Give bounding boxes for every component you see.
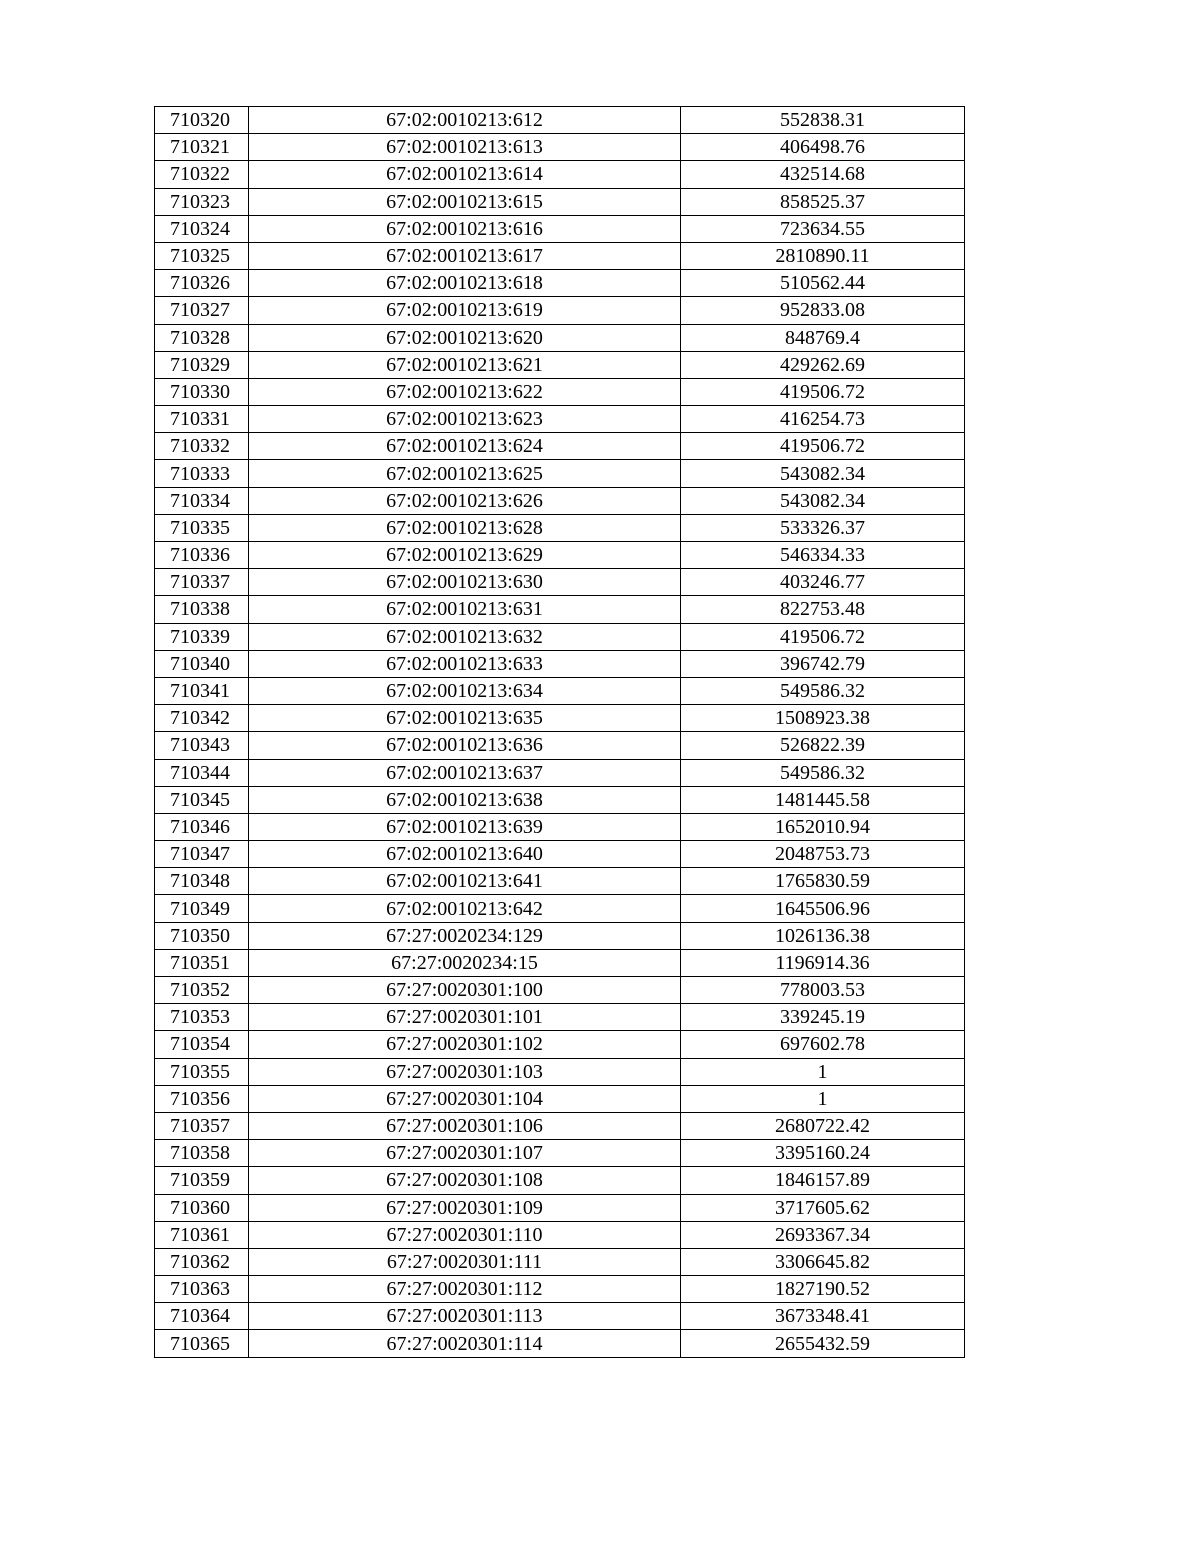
table-row: [155, 1004, 965, 1031]
table-row: [155, 188, 965, 215]
cadastral-number-cell: 67:27:0020301:109: [249, 1194, 681, 1221]
table-row: [155, 569, 965, 596]
row-number-cell: 710358: [155, 1140, 249, 1167]
table-row: [155, 1085, 965, 1112]
row-number-cell: 710344: [155, 759, 249, 786]
table-row: [155, 406, 965, 433]
value-cell: 419506.72: [681, 378, 965, 405]
value-cell: 1: [681, 1085, 965, 1112]
table-row: [155, 378, 965, 405]
row-number-cell: 710331: [155, 406, 249, 433]
cadastral-number-cell: 67:02:0010213:626: [249, 487, 681, 514]
table-row: [155, 242, 965, 269]
cadastral-number-cell: 67:02:0010213:635: [249, 705, 681, 732]
value-cell: 2048753.73: [681, 841, 965, 868]
value-cell: 697602.78: [681, 1031, 965, 1058]
cadastral-number-cell: 67:02:0010213:620: [249, 324, 681, 351]
cadastral-number-cell: 67:02:0010213:615: [249, 188, 681, 215]
table-row: [155, 677, 965, 704]
row-number-cell: 710335: [155, 514, 249, 541]
row-number-cell: 710343: [155, 732, 249, 759]
row-number-cell: 710334: [155, 487, 249, 514]
row-number-cell: 710348: [155, 868, 249, 895]
row-number-cell: 710359: [155, 1167, 249, 1194]
row-number-cell: 710330: [155, 378, 249, 405]
cadastral-number-cell: 67:02:0010213:614: [249, 161, 681, 188]
cadastral-number-cell: 67:02:0010213:634: [249, 677, 681, 704]
table-row: [155, 1330, 965, 1357]
value-cell: 2655432.59: [681, 1330, 965, 1357]
row-number-cell: 710364: [155, 1303, 249, 1330]
cadastral-number-cell: 67:02:0010213:621: [249, 351, 681, 378]
row-number-cell: 710325: [155, 242, 249, 269]
cadastral-number-cell: 67:02:0010213:619: [249, 297, 681, 324]
cadastral-number-cell: 67:02:0010213:624: [249, 433, 681, 460]
table-row: [155, 1058, 965, 1085]
table-row: [155, 813, 965, 840]
value-cell: 403246.77: [681, 569, 965, 596]
row-number-cell: 710339: [155, 623, 249, 650]
value-cell: 1645506.96: [681, 895, 965, 922]
row-number-cell: 710340: [155, 650, 249, 677]
value-cell: 416254.73: [681, 406, 965, 433]
table-row: [155, 732, 965, 759]
table-row: [155, 841, 965, 868]
value-cell: 822753.48: [681, 596, 965, 623]
cadastral-number-cell: 67:27:0020234:15: [249, 949, 681, 976]
cadastral-number-cell: 67:02:0010213:632: [249, 623, 681, 650]
row-number-cell: 710355: [155, 1058, 249, 1085]
row-number-cell: 710321: [155, 134, 249, 161]
table-row: [155, 542, 965, 569]
table-row: [155, 977, 965, 1004]
cadastral-number-cell: 67:27:0020234:129: [249, 922, 681, 949]
row-number-cell: 710326: [155, 270, 249, 297]
value-cell: 858525.37: [681, 188, 965, 215]
row-number-cell: 710347: [155, 841, 249, 868]
cadastral-number-cell: 67:02:0010213:639: [249, 813, 681, 840]
cadastral-number-cell: 67:27:0020301:108: [249, 1167, 681, 1194]
row-number-cell: 710362: [155, 1248, 249, 1275]
value-cell: 546334.33: [681, 542, 965, 569]
cadastral-number-cell: 67:02:0010213:631: [249, 596, 681, 623]
cadastral-number-cell: 67:02:0010213:613: [249, 134, 681, 161]
table-row: [155, 596, 965, 623]
cadastral-number-cell: 67:02:0010213:625: [249, 460, 681, 487]
value-cell: 432514.68: [681, 161, 965, 188]
table-row: [155, 215, 965, 242]
value-cell: 1765830.59: [681, 868, 965, 895]
table-row: [155, 1248, 965, 1275]
value-cell: 543082.34: [681, 487, 965, 514]
table-row: [155, 107, 965, 134]
row-number-cell: 710323: [155, 188, 249, 215]
row-number-cell: 710349: [155, 895, 249, 922]
cadastral-number-cell: 67:27:0020301:113: [249, 1303, 681, 1330]
table-row: [155, 623, 965, 650]
table-row: [155, 922, 965, 949]
row-number-cell: 710341: [155, 677, 249, 704]
value-cell: 1827190.52: [681, 1276, 965, 1303]
cadastral-number-cell: 67:02:0010213:623: [249, 406, 681, 433]
value-cell: 1846157.89: [681, 1167, 965, 1194]
table-row: [155, 650, 965, 677]
cadastral-number-cell: 67:27:0020301:110: [249, 1221, 681, 1248]
table-row: [155, 324, 965, 351]
value-cell: 552838.31: [681, 107, 965, 134]
table-row: [155, 786, 965, 813]
cadastral-number-cell: 67:02:0010213:642: [249, 895, 681, 922]
row-number-cell: 710350: [155, 922, 249, 949]
table-row: [155, 1031, 965, 1058]
table-row: [155, 134, 965, 161]
row-number-cell: 710329: [155, 351, 249, 378]
value-cell: 549586.32: [681, 759, 965, 786]
row-number-cell: 710320: [155, 107, 249, 134]
cadastral-number-cell: 67:27:0020301:114: [249, 1330, 681, 1357]
row-number-cell: 710351: [155, 949, 249, 976]
cadastral-number-cell: 67:02:0010213:641: [249, 868, 681, 895]
row-number-cell: 710357: [155, 1112, 249, 1139]
value-cell: 1481445.58: [681, 786, 965, 813]
table-row: [155, 1303, 965, 1330]
table-row: [155, 868, 965, 895]
cadastral-number-cell: 67:27:0020301:111: [249, 1248, 681, 1275]
value-cell: 510562.44: [681, 270, 965, 297]
cadastral-number-cell: 67:27:0020301:107: [249, 1140, 681, 1167]
cadastral-number-cell: 67:02:0010213:629: [249, 542, 681, 569]
data-table: [154, 106, 965, 1358]
table-row: [155, 1140, 965, 1167]
row-number-cell: 710363: [155, 1276, 249, 1303]
value-cell: 533326.37: [681, 514, 965, 541]
row-number-cell: 710332: [155, 433, 249, 460]
table-row: [155, 297, 965, 324]
value-cell: 1508923.38: [681, 705, 965, 732]
table-row: [155, 514, 965, 541]
value-cell: 526822.39: [681, 732, 965, 759]
value-cell: 3673348.41: [681, 1303, 965, 1330]
table-row: [155, 1167, 965, 1194]
value-cell: 3306645.82: [681, 1248, 965, 1275]
table-row: [155, 460, 965, 487]
cadastral-number-cell: 67:27:0020301:103: [249, 1058, 681, 1085]
cadastral-number-cell: 67:02:0010213:638: [249, 786, 681, 813]
table-row: [155, 487, 965, 514]
row-number-cell: 710324: [155, 215, 249, 242]
table-row: [155, 433, 965, 460]
value-cell: 1026136.38: [681, 922, 965, 949]
table-row: [155, 1276, 965, 1303]
table-row: [155, 949, 965, 976]
row-number-cell: 710328: [155, 324, 249, 351]
row-number-cell: 710356: [155, 1085, 249, 1112]
value-cell: 543082.34: [681, 460, 965, 487]
row-number-cell: 710354: [155, 1031, 249, 1058]
row-number-cell: 710361: [155, 1221, 249, 1248]
row-number-cell: 710333: [155, 460, 249, 487]
cadastral-number-cell: 67:02:0010213:622: [249, 378, 681, 405]
row-number-cell: 710346: [155, 813, 249, 840]
cadastral-number-cell: 67:27:0020301:100: [249, 977, 681, 1004]
cadastral-number-cell: 67:02:0010213:616: [249, 215, 681, 242]
table-row: [155, 270, 965, 297]
cadastral-number-cell: 67:27:0020301:101: [249, 1004, 681, 1031]
value-cell: 429262.69: [681, 351, 965, 378]
table-row: [155, 1221, 965, 1248]
value-cell: 396742.79: [681, 650, 965, 677]
cadastral-number-cell: 67:02:0010213:628: [249, 514, 681, 541]
row-number-cell: 710353: [155, 1004, 249, 1031]
row-number-cell: 710342: [155, 705, 249, 732]
table-row: [155, 759, 965, 786]
row-number-cell: 710365: [155, 1330, 249, 1357]
cadastral-number-cell: 67:27:0020301:106: [249, 1112, 681, 1139]
table-row: [155, 161, 965, 188]
row-number-cell: 710336: [155, 542, 249, 569]
value-cell: 419506.72: [681, 623, 965, 650]
cadastral-number-cell: 67:02:0010213:617: [249, 242, 681, 269]
table-row: [155, 895, 965, 922]
row-number-cell: 710322: [155, 161, 249, 188]
cadastral-number-cell: 67:02:0010213:636: [249, 732, 681, 759]
row-number-cell: 710337: [155, 569, 249, 596]
row-number-cell: 710360: [155, 1194, 249, 1221]
cadastral-number-cell: 67:02:0010213:630: [249, 569, 681, 596]
row-number-cell: 710338: [155, 596, 249, 623]
cadastral-number-cell: 67:02:0010213:637: [249, 759, 681, 786]
value-cell: 3717605.62: [681, 1194, 965, 1221]
value-cell: 778003.53: [681, 977, 965, 1004]
value-cell: 406498.76: [681, 134, 965, 161]
row-number-cell: 710352: [155, 977, 249, 1004]
cadastral-number-cell: 67:27:0020301:102: [249, 1031, 681, 1058]
row-number-cell: 710345: [155, 786, 249, 813]
value-cell: 419506.72: [681, 433, 965, 460]
cadastral-number-cell: 67:27:0020301:112: [249, 1276, 681, 1303]
value-cell: 952833.08: [681, 297, 965, 324]
cadastral-number-cell: 67:02:0010213:618: [249, 270, 681, 297]
value-cell: 723634.55: [681, 215, 965, 242]
value-cell: 1196914.36: [681, 949, 965, 976]
table-row: [155, 351, 965, 378]
table-row: [155, 1194, 965, 1221]
value-cell: 549586.32: [681, 677, 965, 704]
cadastral-number-cell: 67:02:0010213:640: [249, 841, 681, 868]
cadastral-number-cell: 67:02:0010213:612: [249, 107, 681, 134]
value-cell: 1: [681, 1058, 965, 1085]
value-cell: 848769.4: [681, 324, 965, 351]
cadastral-number-cell: 67:02:0010213:633: [249, 650, 681, 677]
value-cell: 2680722.42: [681, 1112, 965, 1139]
value-cell: 1652010.94: [681, 813, 965, 840]
value-cell: 339245.19: [681, 1004, 965, 1031]
table-row: [155, 1112, 965, 1139]
value-cell: 2810890.11: [681, 242, 965, 269]
table-body: [155, 107, 965, 1358]
table-row: [155, 705, 965, 732]
row-number-cell: 710327: [155, 297, 249, 324]
cadastral-number-cell: 67:27:0020301:104: [249, 1085, 681, 1112]
value-cell: 2693367.34: [681, 1221, 965, 1248]
value-cell: 3395160.24: [681, 1140, 965, 1167]
